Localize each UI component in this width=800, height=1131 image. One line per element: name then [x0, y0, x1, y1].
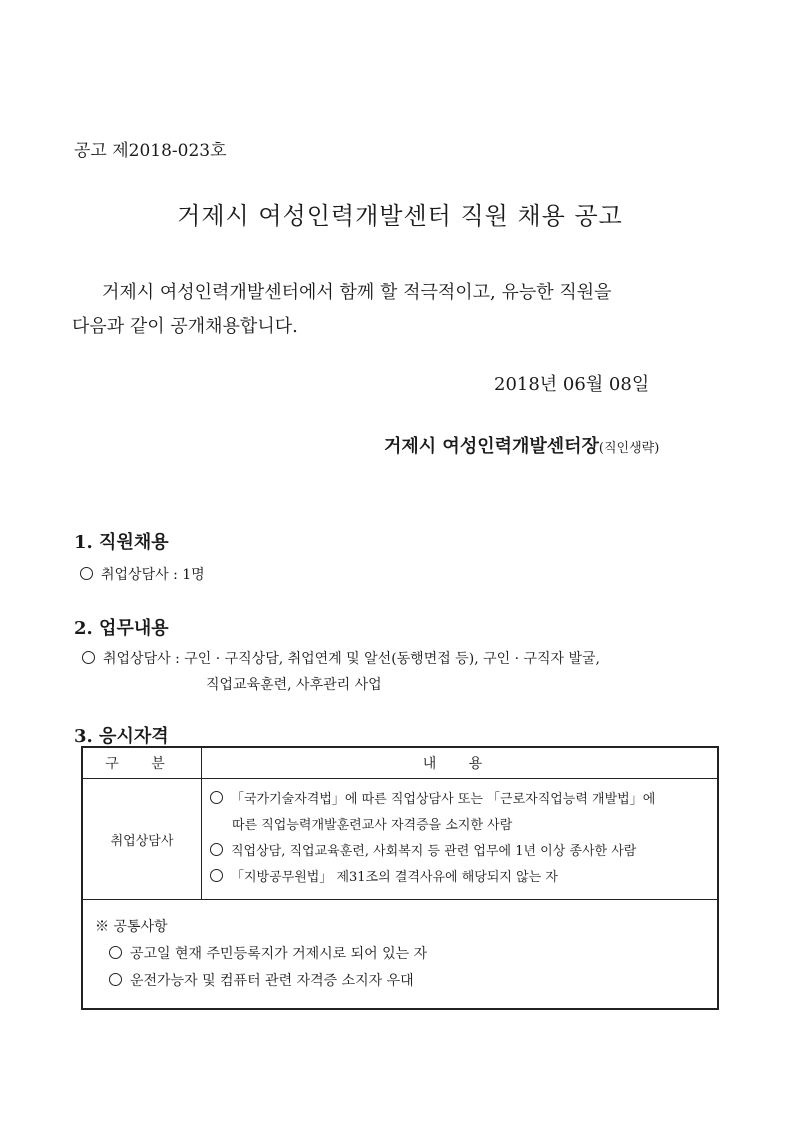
notice-date: 2018년 06월 08일 [494, 374, 650, 395]
signer-note: (직인생략) [598, 441, 660, 456]
requirement-2 [210, 839, 707, 865]
requirement-1 [210, 787, 707, 813]
common-item-2 [95, 968, 705, 995]
qualification-table [81, 746, 719, 1010]
section-3-heading: 3. 응시자격 [74, 726, 169, 747]
section-1-item [80, 564, 205, 584]
circle-bullet-icon [210, 869, 223, 882]
circle-bullet-icon [80, 567, 93, 580]
section-2-item [82, 648, 600, 668]
notice-number: 공고 제2018-023호 [74, 141, 227, 161]
page-title: 거제시 여성인력개발센터 직원 채용 공고 [177, 202, 623, 230]
signer [384, 432, 659, 458]
common-requirements-cell [82, 900, 718, 1010]
signer-name: 거제시 여성인력개발센터장 [384, 436, 599, 457]
section-2-line-1: 취업상담사 : 구인 · 구직상담, 취업연계 및 알선(동행면접 등), 구인 · 구직자 발굴, [103, 651, 601, 667]
circle-bullet-icon [210, 791, 223, 804]
circle-bullet-icon [82, 651, 95, 664]
common-item-2-text: 운전가능자 및 컴퓨터 관련 자격증 소지자 우대 [130, 973, 414, 989]
intro-line-1: 거제시 여성인력개발센터에서 함께 할 적극적이고, 유능한 직원을 [102, 282, 612, 303]
section-2-line-2: 직업교육훈련, 사후관리 사업 [206, 677, 382, 693]
table-row [82, 779, 718, 900]
intro-line-2: 다음과 같이 공개채용합니다. [72, 316, 298, 337]
section-1-heading: 1. 직원채용 [74, 532, 169, 553]
section-2-heading: 2. 업무내용 [74, 618, 169, 639]
requirement-3-text: 「지방공무원법」 제31조의 결격사유에 해당되지 않는 자 [231, 870, 558, 885]
section-1-item-text: 취업상담사 : 1명 [101, 567, 205, 583]
category-cell: 취업상담사 [82, 779, 202, 900]
requirement-2-text: 직업상담, 직업교육훈련, 사회복지 등 관련 업무에 1년 이상 종사한 사람 [231, 844, 637, 859]
circle-bullet-icon [109, 973, 122, 986]
circle-bullet-icon [109, 946, 122, 959]
common-item-1-text: 공고일 현재 주민등록지가 거제시로 되어 있는 자 [130, 946, 428, 962]
content-cell [202, 779, 719, 900]
requirement-1-line-1: 「국가기술자격법」에 따른 직업상담사 또는 「근로자직업능력 개발법」에 [231, 792, 656, 807]
column-header-content: 내 용 [202, 747, 719, 779]
table-header-row [82, 747, 718, 779]
common-item-1 [95, 941, 705, 968]
requirement-3 [210, 865, 707, 891]
column-header-category: 구 분 [82, 747, 202, 779]
intro-paragraph [72, 276, 732, 344]
circle-bullet-icon [210, 843, 223, 856]
table-row-common [82, 900, 718, 1010]
requirement-1-line-2: 따른 직업능력개발훈련교사 자격증을 소지한 사람 [232, 818, 513, 833]
common-title: ※ 공통사항 [95, 919, 168, 935]
